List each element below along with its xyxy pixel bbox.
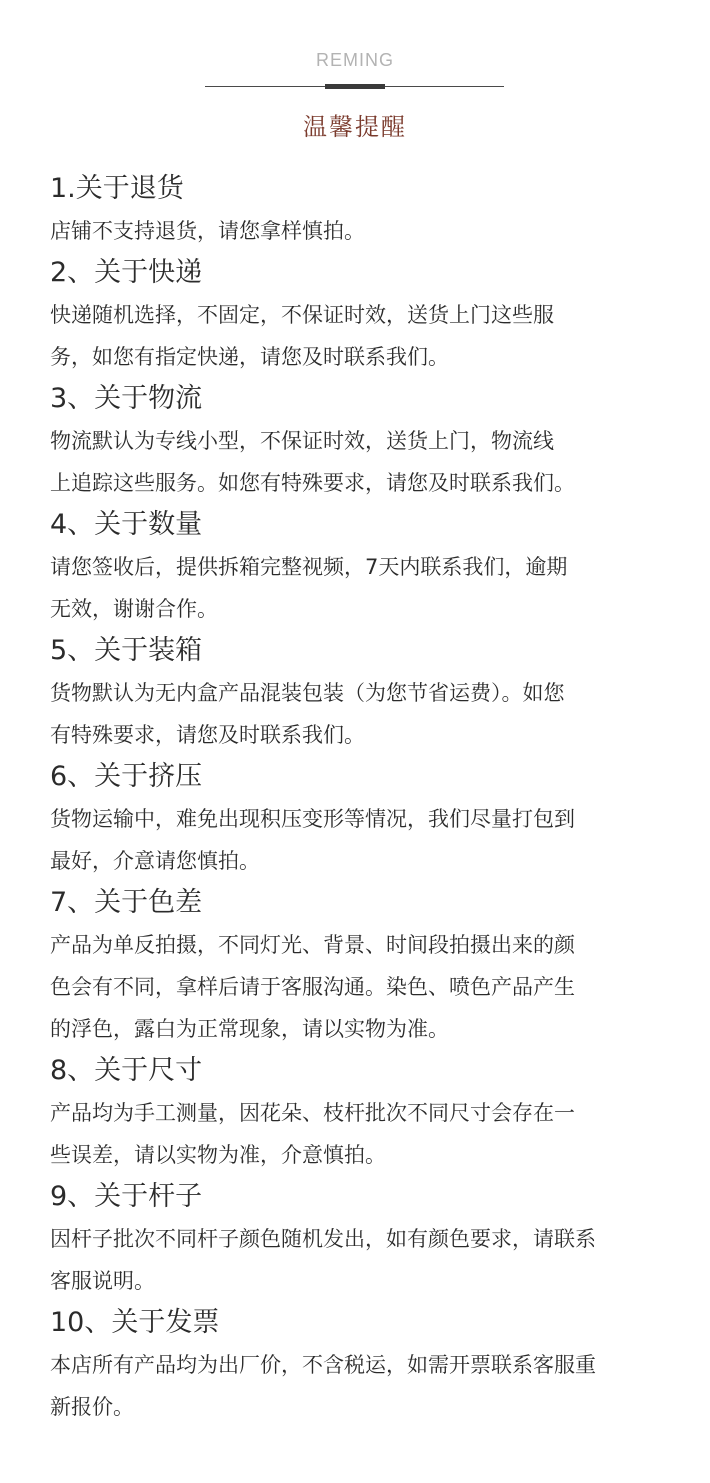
section-line: 上追踪这些服务。如您有特殊要求，请您及时联系我们。	[50, 471, 575, 495]
section-line: 物流默认为专线小型，不保证时效，送货上门，物流线	[50, 429, 554, 453]
section-line: 快递随机选择，不固定，不保证时效，送货上门这些服	[50, 303, 554, 327]
section-quantity	[50, 504, 680, 630]
section-line: 店铺不支持退货，请您拿样慎拍。	[50, 219, 365, 243]
section-body	[50, 210, 680, 252]
section-color-difference	[50, 882, 680, 1050]
section-title: 6、关于挤压	[50, 761, 203, 792]
divider-accent	[325, 84, 385, 89]
section-body	[50, 294, 680, 378]
section-body	[50, 420, 680, 504]
section-title: 4、关于数量	[50, 509, 203, 540]
section-returns	[50, 168, 680, 252]
section-line: 务，如您有指定快递，请您及时联系我们。	[50, 345, 449, 369]
section-line: 本店所有产品均为出厂价，不含税运，如需开票联系客服重	[50, 1353, 596, 1377]
section-line: 新报价。	[50, 1395, 134, 1419]
section-logistics	[50, 378, 680, 504]
section-line: 请您签收后，提供拆箱完整视频，7天内联系我们，逾期	[50, 555, 568, 579]
section-line: 产品为单反拍摄，不同灯光、背景、时间段拍摄出来的颜	[50, 933, 575, 957]
section-title: 5、关于装箱	[50, 635, 203, 666]
section-line: 些误差，请以实物为准，介意慎拍。	[50, 1143, 386, 1167]
section-body	[50, 924, 680, 1050]
section-invoice	[50, 1302, 680, 1428]
brand-name: REMING	[316, 50, 394, 70]
section-squeeze	[50, 756, 680, 882]
section-title: 7、关于色差	[50, 887, 203, 918]
section-title: 10、关于发票	[50, 1307, 220, 1338]
section-packing	[50, 630, 680, 756]
section-body	[50, 1344, 680, 1428]
section-title: 1.关于退货	[50, 173, 184, 204]
section-line: 客服说明。	[50, 1269, 155, 1293]
section-express	[50, 252, 680, 378]
header	[0, 0, 710, 150]
section-title: 2、关于快递	[50, 257, 203, 288]
section-line: 色会有不同，拿样后请于客服沟通。染色、喷色产品产生	[50, 975, 575, 999]
section-line: 的浮色，露白为正常现象，请以实物为准。	[50, 1017, 449, 1041]
section-body	[50, 546, 680, 630]
page-title: 温馨提醒	[303, 113, 407, 141]
section-line: 无效，谢谢合作。	[50, 597, 218, 621]
section-line: 产品均为手工测量，因花朵、枝杆批次不同尺寸会存在一	[50, 1101, 575, 1125]
section-title: 9、关于杆子	[50, 1181, 203, 1212]
section-line: 货物默认为无内盒产品混装包装（为您节省运费）。如您	[50, 681, 565, 705]
section-body	[50, 1218, 680, 1302]
section-line: 最好，介意请您慎拍。	[50, 849, 260, 873]
section-title: 3、关于物流	[50, 383, 203, 414]
section-body	[50, 798, 680, 882]
section-body	[50, 1092, 680, 1176]
section-body	[50, 672, 680, 756]
section-size	[50, 1050, 680, 1176]
section-title: 8、关于尺寸	[50, 1055, 203, 1086]
section-line: 因杆子批次不同杆子颜色随机发出，如有颜色要求，请联系	[50, 1227, 596, 1251]
section-stems	[50, 1176, 680, 1302]
section-line: 货物运输中，难免出现积压变形等情况，我们尽量打包到	[50, 807, 575, 831]
notice-list	[50, 168, 680, 1428]
section-line: 有特殊要求，请您及时联系我们。	[50, 723, 365, 747]
